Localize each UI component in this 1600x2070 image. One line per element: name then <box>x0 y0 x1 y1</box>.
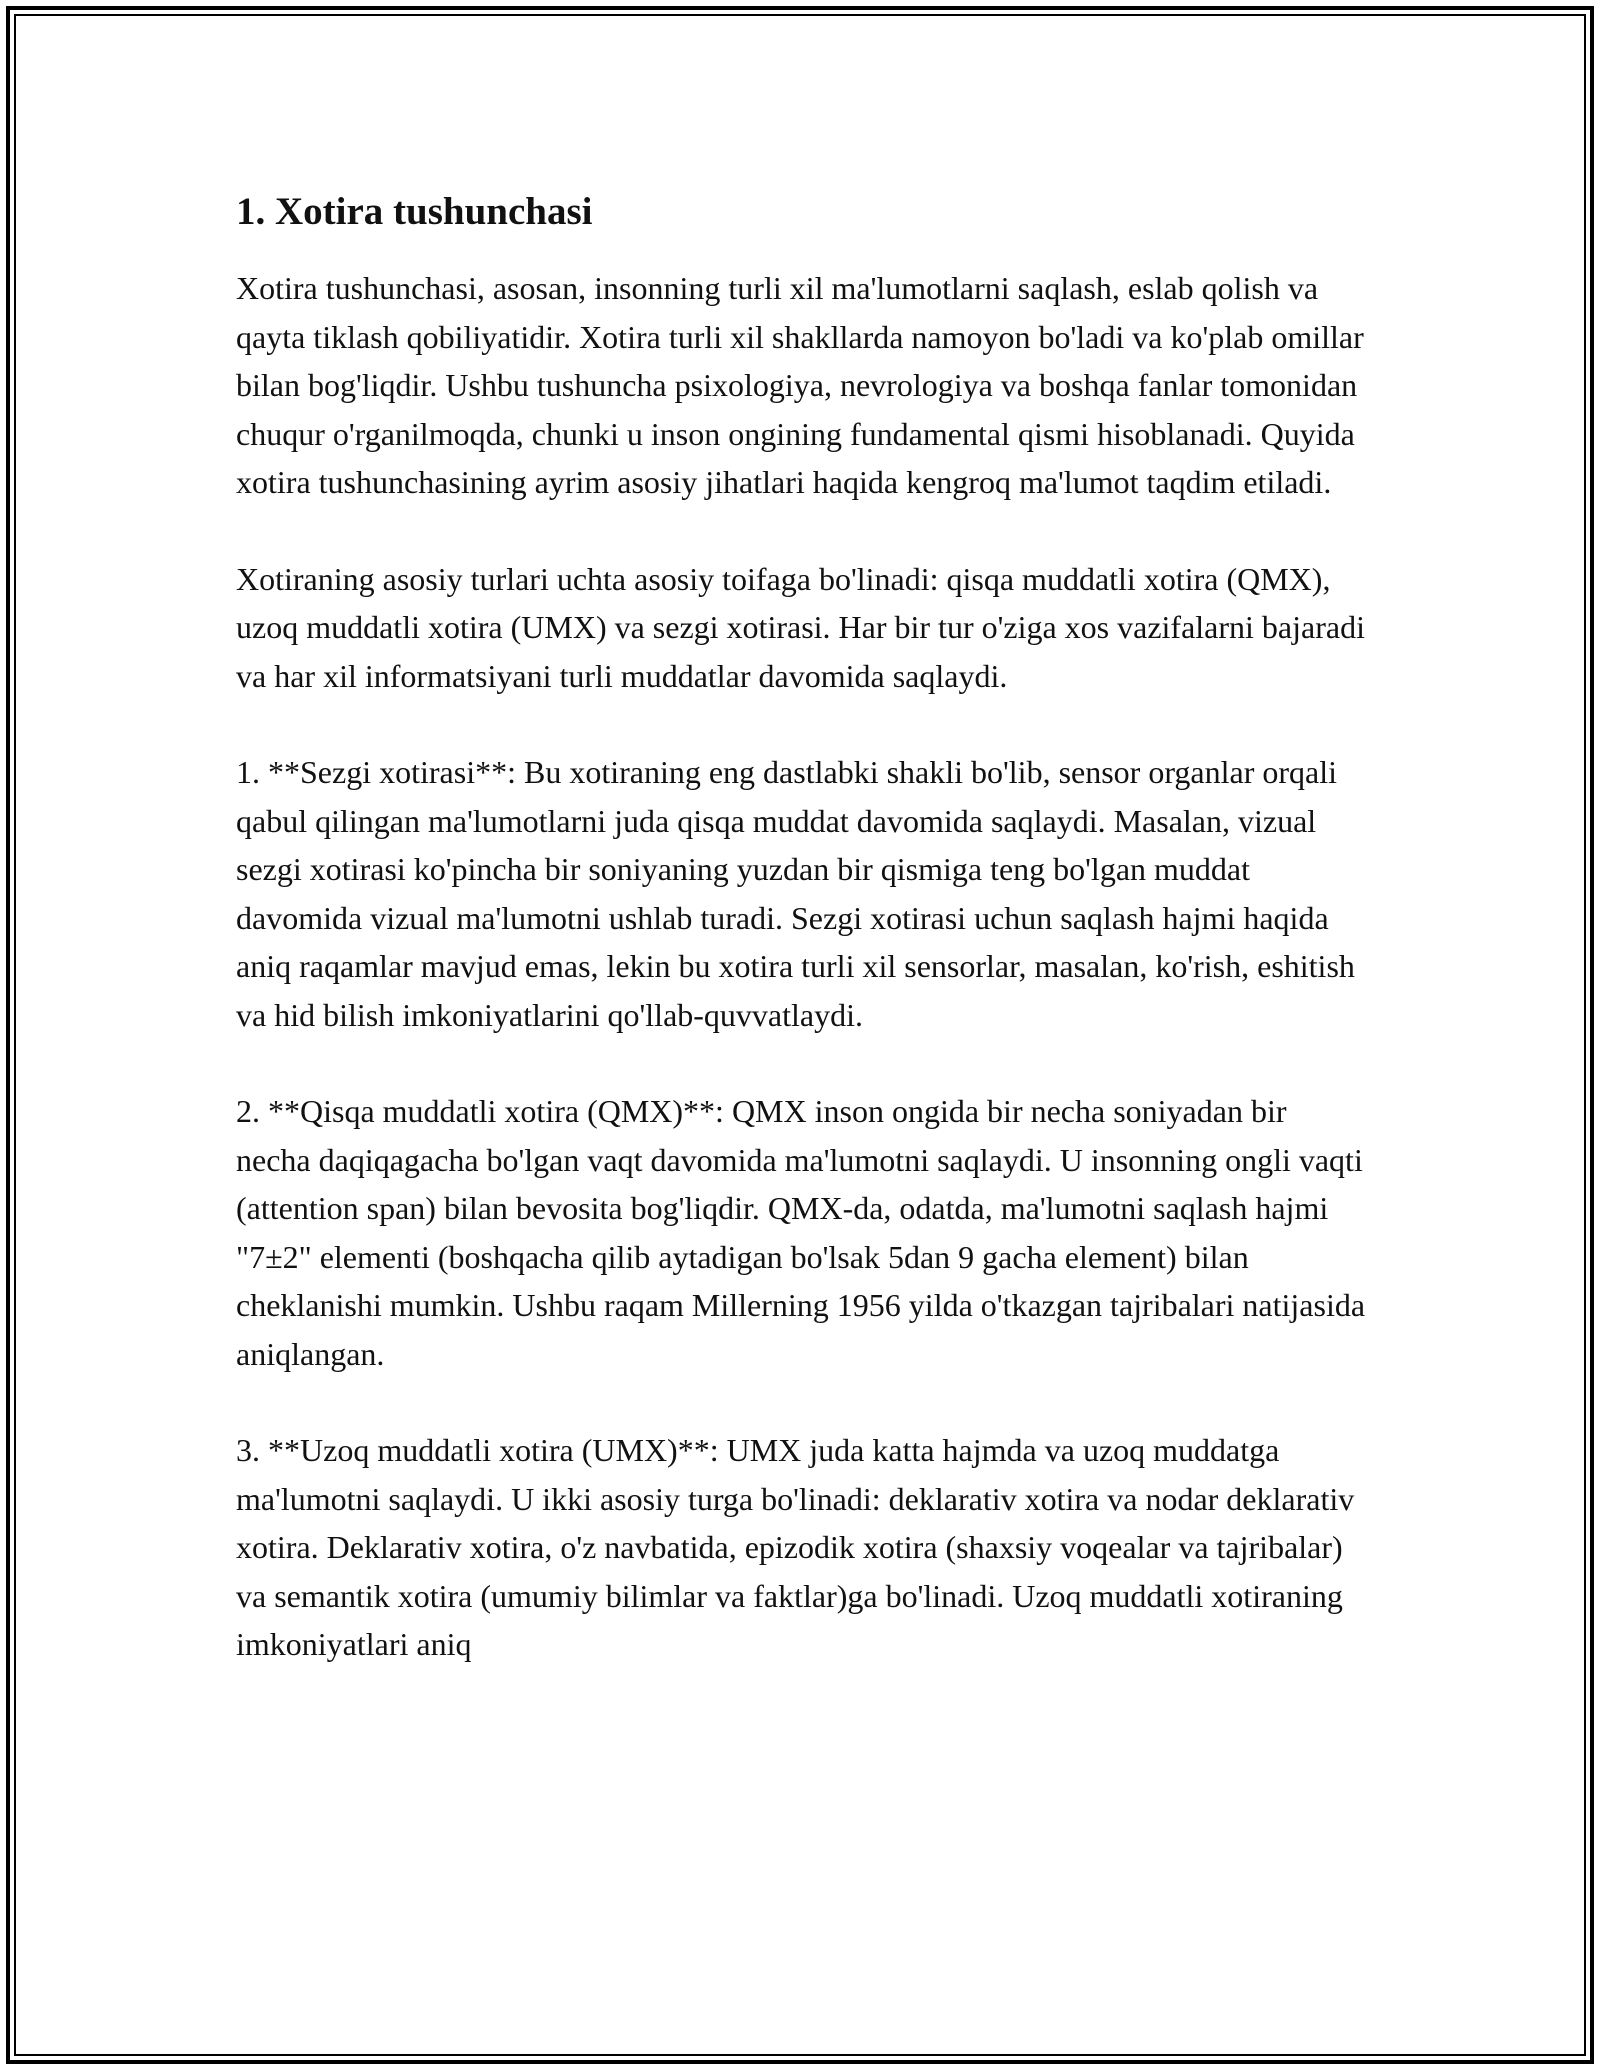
document-body <box>236 186 1366 1669</box>
short-term-memory-paragraph: 2. **Qisqa muddatli xotira (QMX)**: QMX inson ongida bir necha soniyadan bir necha daqiqagacha bo'lgan vaqt davomida ma'lumotni saqlaydi. U insonning ongli vaqti (attention span) bilan bevosita bog'liqdir. QMX-da, odatda, ma'lumotni saqlash hajmi "7±2" elementi (boshqacha qilib aytadigan bo'lsak 5dan 9 gacha element) bilan cheklanishi mumkin. Ushbu raqam Millerning 1956 yilda o'tkazgan tajribalari natijasida aniqlangan. <box>236 1093 1366 1372</box>
long-term-memory-paragraph: 3. **Uzoq muddatli xotira (UMX)**: UMX juda katta hajmda va uzoq muddatga ma'lumotni saqlaydi. U ikki asosiy turga bo'linadi: deklarativ xotira va nodar deklarativ xotira. Deklarativ xotira, o'z navbatida, epizodik xotira (shaxsiy voqealar va tajribalar) va semantik xotira (umumiy bilimlar va faktlar)ga bo'linadi. Uzoq muddatli xotiraning imkoniyatlari aniq <box>236 1432 1355 1662</box>
memory-types-paragraph: Xotiraning asosiy turlari uchta asosiy toifaga bo'linadi: qisqa muddatli xotira (QMX), uzoq muddatli xotira (UMX) va sezgi xotirasi. Har bir tur o'ziga xos vazifalarni bajaradi va har xil informatsiyani turli muddatlar davomida saqlaydi. <box>236 560 1365 694</box>
intro-paragraph: Xotira tushunchasi, asosan, insonning turli xil ma'lumotlarni saqlash, eslab qolish va qayta tiklash qobiliyatidir. Xotira turli xil shakllarda namoyon bo'ladi va ko'plab omillar bilan bog'liqdir. Ushbu tushuncha psixologiya, nevrologiya va boshqa fanlar tomonidan chuqur o'rganilmoqda, chunki u inson ongining fundamental qismi hisoblanadi. Quyida xotira tushunchasining ayrim asosiy jihatlari haqida kengroq ma'lumot taqdim etiladi. <box>236 270 1364 500</box>
sensory-memory-paragraph: 1. **Sezgi xotirasi**: Bu xotiraning eng dastlabki shakli bo'lib, sensor organlar orqali qabul qilingan ma'lumotlarni juda qisqa muddat davomida saqlaydi. Masalan, vizual sezgi xotirasi ko'pincha bir soniyaning yuzdan bir qismiga teng bo'lgan muddat davomida vizual ma'lumotni ushlab turadi. Sezgi xotirasi uchun saqlash hajmi haqida aniq raqamlar mavjud emas, lekin bu xotira turli xil sensorlar, masalan, ko'rish, eshitish va hid bilish imkoniyatlarini qo'llab-quvvatlaydi. <box>236 754 1355 1033</box>
section-heading: 1. Xotira tushunchasi <box>236 190 593 233</box>
